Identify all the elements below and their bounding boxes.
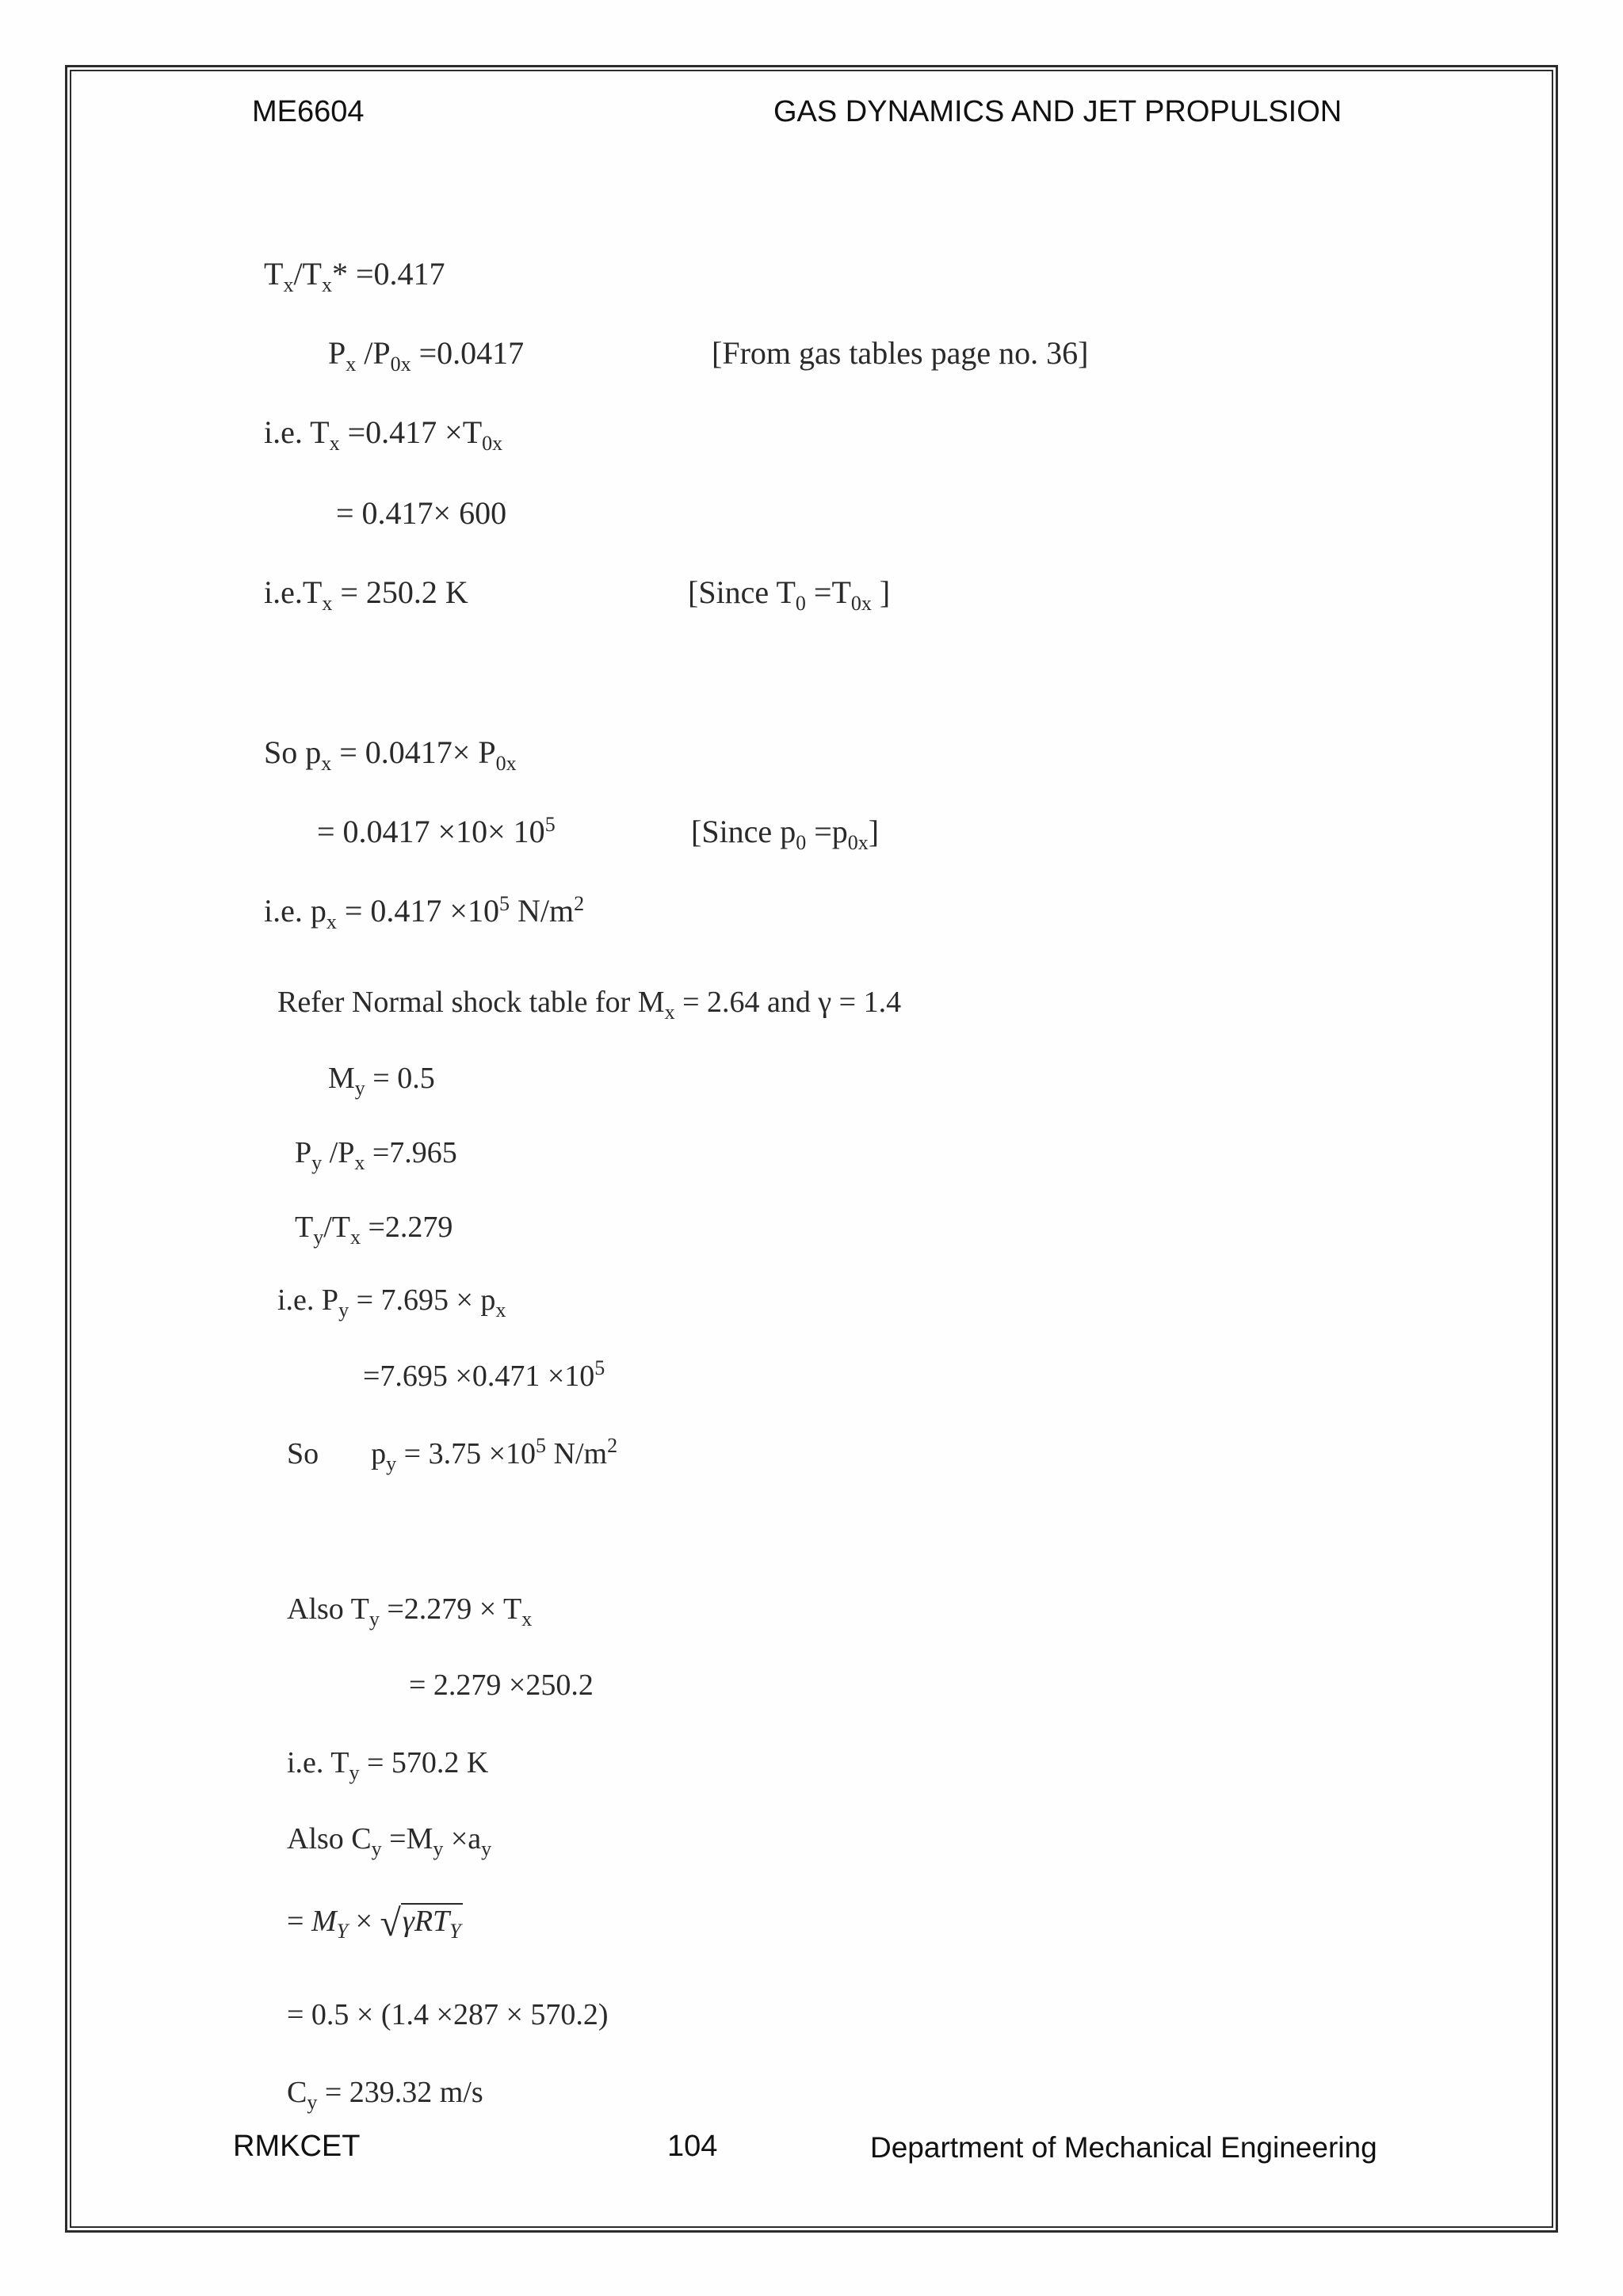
- equation-line-16: Also $T_y =2.279 \times T_x$: [287, 1592, 533, 1630]
- equation-line-14: $=7.695 \times 0.471 \times 10^5$: [363, 1356, 605, 1393]
- equation-line-18: i.e. $T_y = 570.2$ K: [287, 1746, 489, 1784]
- equation-note-gas-tables: [From gas tables page no. 36]: [712, 335, 1089, 371]
- square-root: √γRT$_Y$: [380, 1902, 461, 1944]
- header-course-code: ME6604: [252, 95, 365, 128]
- equation-line-12: $T_y/T_x =2.279$: [295, 1211, 453, 1249]
- equation-line-22: $C_y = 239.32$ m/s: [287, 2076, 483, 2114]
- footer-page-number: 104: [667, 2130, 718, 2163]
- footer-institution: RMKCET: [233, 2130, 361, 2163]
- equation-line-17: = 2.279 ×250.2: [409, 1669, 594, 1702]
- equation-line-20: = $M_Y \times √\gamma RT_Y$: [287, 1902, 461, 1944]
- equation-line-5: $i.e.T_x = 250.2$ K: [264, 574, 468, 615]
- equation-line-4: = 0.417× 600: [336, 495, 507, 531]
- equation-note-since-p0: [Since $p_0 =p_{0x}$]: [691, 814, 880, 854]
- equation-line-13: i.e. $P_y = 7.695 \times p_x$: [277, 1283, 506, 1322]
- equation-line-15: So $p_y = 3.75 \times 10^5$ $N/m^2$: [287, 1434, 618, 1475]
- equation-line-7: = $0.0417 \times 10\times 10^5$: [317, 813, 556, 849]
- equation-line-19: Also $C_y =M_y \times a_y$: [287, 1822, 492, 1860]
- equation-line-21: = 0.5 × (1.4 ×287 × 570.2): [287, 1998, 609, 2031]
- footer-department: Department of Mechanical Engineering: [870, 2131, 1377, 2164]
- header-course-title: GAS DYNAMICS AND JET PROPULSION: [773, 95, 1342, 128]
- equation-line-6: So $p_x = 0.0417\times P_{0x}$: [264, 734, 517, 775]
- equation-line-8: i.e. $p_x = 0.417 \times 10^5$ $N/m^2$: [264, 892, 585, 933]
- equation-line-9: Refer Normal shock table for $M_x = 2.64$ and γ = 1.4: [277, 986, 902, 1024]
- equation-line-2: $P_x$ $/P_{0x} =0.0417$: [328, 335, 525, 376]
- equation-line-1: $T_x/T_x* =0.417$: [264, 256, 445, 296]
- equation-note-since-t0: [Since $T_0 =T_{0x}$ ]: [688, 574, 891, 615]
- equation-line-3: i.e. $T_x =0.417 \times T_{0x}$: [264, 414, 503, 455]
- equation-line-10: $M_y = 0.5$: [328, 1062, 435, 1100]
- equation-line-11: $P_y$ $/P_x =7.965$: [295, 1136, 457, 1174]
